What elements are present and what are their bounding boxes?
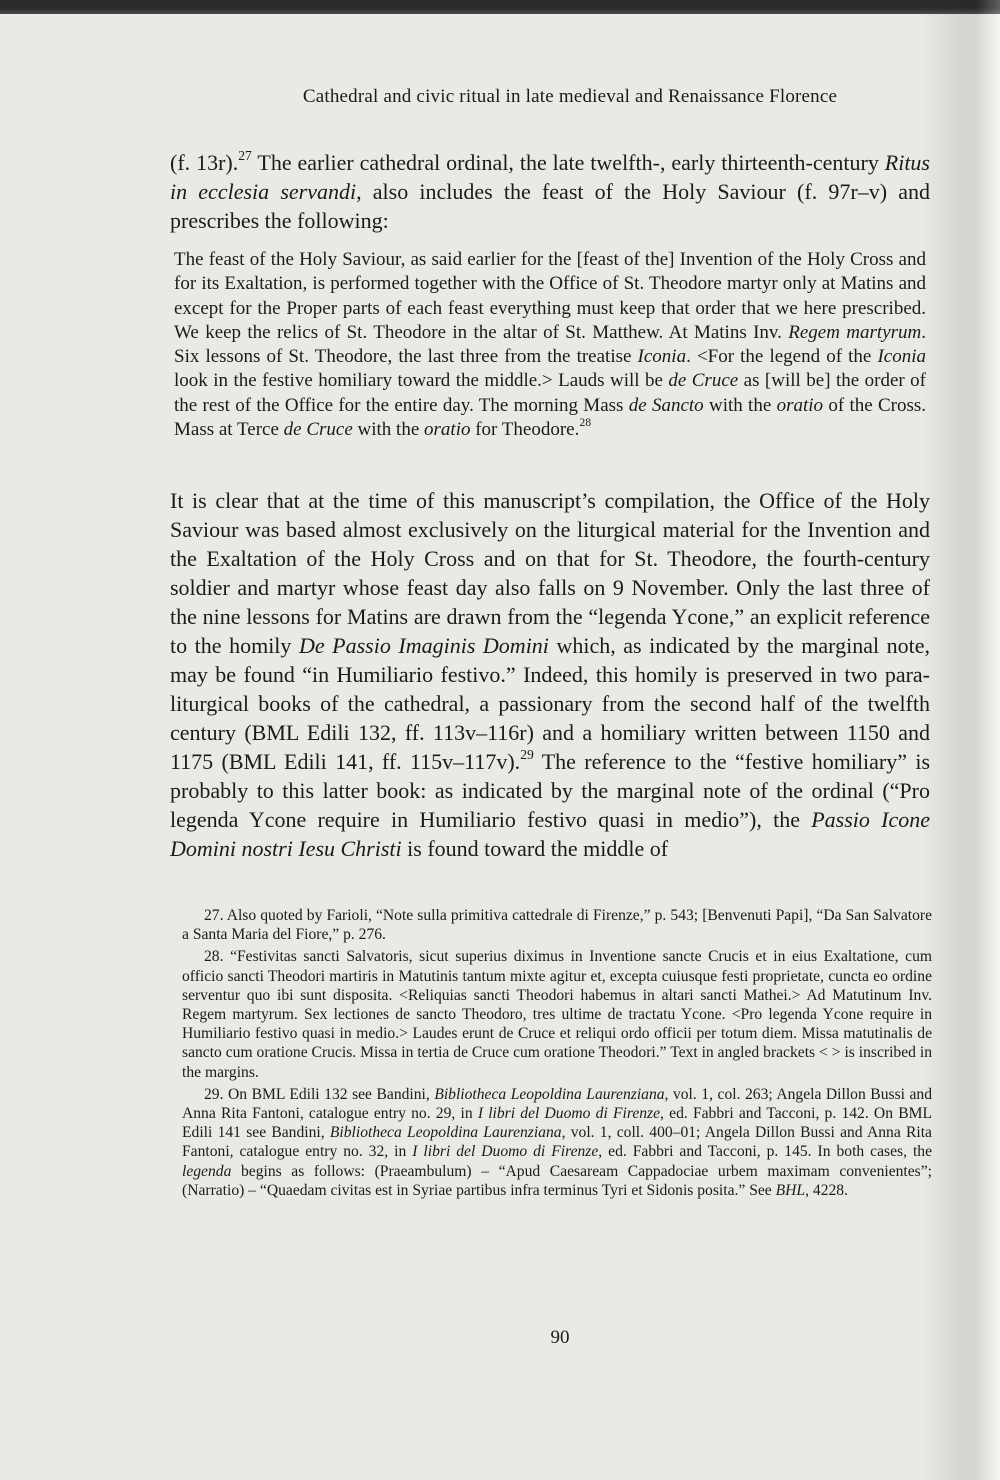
italic-run: Bibliotheca Leopoldina Laurenziana (329, 1124, 562, 1142)
text-run: begins as follows: (Praeambulum) – “Apud Caesaream Cappadociae urbem maximam convenientes”; (Narratio) – “Quaedam civitas est in Syriae partibus infra terminus Tyri et Sidonis posita.” See (182, 1162, 932, 1199)
italic-run: legenda (182, 1162, 232, 1180)
italic-run: De Passio Imaginis Domini (298, 633, 549, 658)
italic-run: Passio Icone Domini nostri Iesu Christi (170, 807, 931, 861)
italic-run: Regem martyrum (788, 321, 922, 343)
text-run: with the (352, 419, 425, 441)
page-gutter-shadow (960, 0, 1000, 1480)
text-run: for Theodore. (470, 419, 580, 441)
footnote-ref: 27 (238, 147, 252, 163)
paragraph-intro (170, 148, 930, 235)
footnote-28 (182, 947, 932, 1081)
text-run: , ed. Fabbri and Tacconi, p. 145. In both cases, the (598, 1143, 932, 1161)
text-run: It is clear that at the time of this manuscript’s compilation, the Office of the Holy Saviour was based almost exclusively on the liturgical material for the Invention and the Exaltation of the Holy Cross and on that for St. Theodore, the fourth-century soldier and martyr whose feast day also falls on 9 November. Only the last three of the nine lessons for Matins are drawn from the “legenda Ycone,” an explicit reference to the homily (170, 488, 930, 658)
italic-run: Iconia (637, 346, 687, 368)
italic-run: oratio (776, 394, 824, 416)
text-run: look in the festive homiliary toward the middle.> Lauds will be (174, 370, 669, 392)
text-run: 27. Also quoted by Farioli, “Note sulla primitiva cattedrale di Firenze,” p. 543; [Benvenuti Papi], “Da San Salvatore a Santa Maria del Fiore,” p. 276. (182, 907, 932, 944)
page-number: 90 (550, 1327, 570, 1348)
paragraph-analysis (170, 486, 930, 863)
footnote-27 (182, 906, 932, 944)
footnotes (182, 906, 932, 1203)
italic-run: Ritus in ecclesia servandi (170, 150, 930, 204)
scan-top-edge (0, 0, 1000, 14)
italic-run: de Sancto (628, 394, 704, 416)
italic-run: Bibliotheca Leopoldina Laurenziana (434, 1085, 665, 1103)
block-quote (174, 248, 926, 442)
text-run: as [will be] the order of the rest of the Office for the entire day. The morning Mass (174, 370, 926, 416)
italic-run: BHL (775, 1181, 806, 1199)
text-run: The earlier cathedral ordinal, the late twelfth-, early thirteenth-century (251, 150, 885, 175)
italic-run: Iconia (877, 346, 926, 368)
text-run: (f. 13r). (170, 150, 239, 175)
text-run: , 4228. (805, 1181, 848, 1199)
footnote-ref: 29 (520, 746, 534, 762)
italic-run: de Cruce (283, 419, 353, 441)
italic-run: de Cruce (668, 370, 739, 392)
text-run: with the (703, 394, 777, 416)
text-run: is found toward the middle of (401, 836, 669, 861)
text-run: , vol. 1, col. 263; Angela Dillon Bussi and Anna Rita Fantoni, catalogue entry no. 29, in (182, 1085, 932, 1123)
italic-run: oratio (424, 419, 471, 441)
text-run: The reference to the “festive homiliary” is probably to this latter book: as indicated by the marginal note of the ordinal (“Pro legenda Ycone require in Humiliario festivo quasi in medio”), the (170, 749, 931, 832)
text-run: . Six lessons of St. Theodore, the last three from the treatise (174, 321, 926, 368)
text-run: The feast of the Holy Saviour, as said earlier for the [feast of the] Invention of the Holy Cross and for its Exaltation, is performed together with the Office of St. Theodore martyr only at Matins and except for the Proper parts of each feast everything must keep that order that we here prescribed. We keep the relics of St. Theodore in the altar of St. Matthew. At Matins Inv. (174, 249, 926, 343)
text-run: of the Cross. Mass at Terce (174, 394, 926, 441)
text-run: , also includes the feast of the Holy Saviour (f. 97r–v) and prescribes the following: (170, 179, 930, 233)
text-run: which, as indicated by the marginal note, may be found “in Humiliario festivo.” Indeed, this homily is preserved in two para-liturgical books of the cathedral, a passionary from the second half of the twelfth century (BML Edili 132, ff. 113v–116r) and a homiliary written between 1150 and 1175 (BML Edili 141, ff. 115v–117v). (170, 633, 931, 774)
footnote-29 (182, 1085, 932, 1200)
running-head: Cathedral and civic ritual in late medieval and Renaissance Florence (302, 86, 838, 107)
text-run: . <For the legend of the (686, 346, 878, 368)
text-run: , vol. 1, coll. 400–01; Angela Dillon Bussi and Anna Rita Fantoni, catalogue entry no. 32, in (182, 1124, 932, 1161)
text-run: 29. On BML Edili 132 see Bandini, (204, 1085, 435, 1103)
text-run: , ed. Fabbri and Tacconi, p. 142. On BML Edili 141 see Bandini, (182, 1105, 932, 1142)
italic-run: I libri del Duomo di Firenze (477, 1105, 661, 1123)
text-run: 28. “Festivitas sancti Salvatoris, sicut superius diximus in Inventione sancte Crucis et in eius Exaltatione, cum officio sancti Theodori martiris in Matutinis tantum mixte agitur et, excepta cuiusque festi proprietate, cuncta eo ordine serventur quo ibi sunt disposita. <Reliquias sancti Theodori habemus in altari sancti Mathei.> Ad Matutinum Inv. Regem martyrum. Sex lectiones de sancto Theodoro, tres ultime de tractatu Ycone. <Pro legenda Ycone require in Humiliario festivo quasi in medio.> Laudes erunt de Cruce et reliqui ordo officii per totum diem. Missa matutinalis de sancto cum oratione Crucis. Missa in tertia de Cruce cum oratione Theodori.” Text in angled brackets < > is inscribed in the margins. (182, 948, 932, 1081)
footnote-ref: 28 (579, 415, 592, 429)
italic-run: I libri del Duomo di Firenze (412, 1143, 599, 1161)
